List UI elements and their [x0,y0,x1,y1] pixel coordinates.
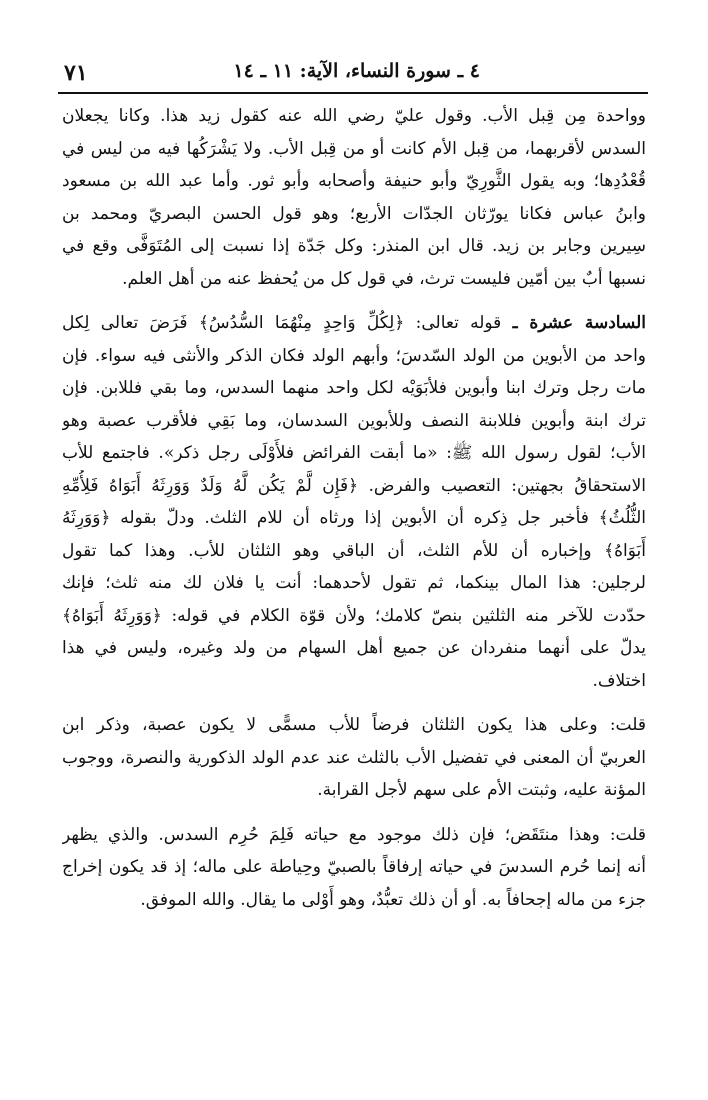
paragraph-2 [62,307,646,697]
text-body [62,100,646,916]
text-line: لرجلين: هذا المال بينكما، ثم تقول لأحدهما: أنت يا فلان لك منه ثلث؛ فإنك [62,573,646,593]
line-text: قوله تعالى: ﴿لِكُلِّ وَاحِدٍ مِنْهُمَا السُّدُسُ﴾ فَرَضَ تعالى لِكل [62,313,502,333]
text-line: جزء من ماله إجحافاً به. أو أن ذلك تعبُّدٌ، وهو أَوْلى ما يقال. والله الموفق. [140,889,646,910]
text-line: وابنُ عباس فكانا يورّثان الجدّات الأربع؛ وهو قول الحسن البصريّ ومحمد بن [62,203,646,224]
page-number: ٧١ [64,60,88,86]
paragraph-3 [62,709,646,807]
text-line: قلت: وعلى هذا يكون الثلثان فرضاً للأب مسمًّى لا يكون عصبة، وذكر ابن [62,715,646,735]
text-line: سِيرين وجابر بن زيد. قال ابن المنذر: وكل جَدّة إذا نسبت إلى المُتَوَفَّى وقع في [62,236,646,256]
text-line: الأب؛ لقول رسول الله ﷺ: «ما أبقت الفرائض فلأَوْلَى رجل ذكر». فاجتمع للأب [62,443,646,463]
text-line: الثُّلُثُ﴾ فأخبر جل ذِكره أن الأبوين إذا ورثاه أن للام الثلث. ودلّ بقوله ﴿وَوَرِثَهُ [62,508,646,528]
text-line: المؤنة عليه، وثبتت الأم على سهم لأجل القرابة. [317,780,646,800]
text-line: مات رجل وترك ابنا وأبوين فلأبَوَيْه لكل واحد منهما السدس، وما بقي فللابن. فإن [62,378,646,398]
running-title: ٤ ـ سورة النساء، الآية: ١١ ـ ١٤ [233,60,480,82]
text-line: وواحدة مِن قِبل الأب. وقول عليّ رضي الله عنه كقول زيد هذا. وكانا يجعلان [62,106,646,126]
section-heading: السادسة عشرة ـ [512,313,646,333]
text-line [62,307,646,340]
text-line: اختلاف. [592,670,646,691]
text-line: يدلّ على أنهما منفردان عن جميع أهل السهام من ولد وغيره، وليس في هذا [62,638,646,658]
text-line: واحد من الأبوين من الولد السّدسَ؛ وأبهم الولد فكان الذكر والأنثى فيه سواء. فإن [62,345,646,366]
paragraph-4 [62,819,646,917]
text-line: قُعْدُدِها؛ وبه يقول الثَّورِيّ وأبو حنيفة وأصحابه وأبو ثور. وأما عبد الله بن مسعود [62,171,646,191]
header-rule [58,92,648,94]
paragraph-gap [62,697,646,709]
text-line: نسبها أبٌ بين أمّين فليست ترث، في قول كل من يُحفظ عنه من أهل العلم. [122,268,646,289]
paragraph-gap [62,295,646,307]
text-line: ترك ابنة وأبوين فللابنة النصف وللأبوين السدسان، وما بَقِي فلأقرب عصبة وهو [62,410,646,431]
text-line: أنه إنما حُرم السدسَ في حياته إرفاقاً بالصبيّ وحِياطة على ماله؛ إذ قد يكون إخراج [62,857,646,877]
text-line: قلت: وهذا منتَقَض؛ فإن ذلك موجود مع حياته فَلِمَ حُرِم السدس. والذي يظهر [62,824,646,845]
text-line: الاستحقاقُ بجهتين: التعصيب والفرض. ﴿فَإِن لَّمْ يَكُن لَّهُ وَلَدٌ وَوَرِثَهُ أَبَوَاهُ فَلِأُمِّهِ [62,475,646,496]
text-line: حدّدت للآخر منه الثلثين بنصّ كلامك؛ ولأن قوّة الكلام في قوله: ﴿وَوَرِثَهُ أَبَوَاهُ﴾ [62,605,646,626]
text-line: العربيّ أن المعنى في تفضيل الأب بالثلث عند عدم الولد الذكورية والنصرة، ووجوب [62,747,646,768]
text-line: أَبَوَاهُ﴾ وإخباره أن للأم الثلث، أن الباقي وهو الثلثان للأب. وهذا كما تقول [62,540,646,561]
paragraph-1 [62,100,646,295]
page-header [58,58,650,88]
paragraph-gap [62,807,646,819]
text-line: السدس لأقربهما، من قِبل الأم كانت أو من قِبل الأب. ولا يَشْرَكُها فيه من ليس في [62,138,646,159]
